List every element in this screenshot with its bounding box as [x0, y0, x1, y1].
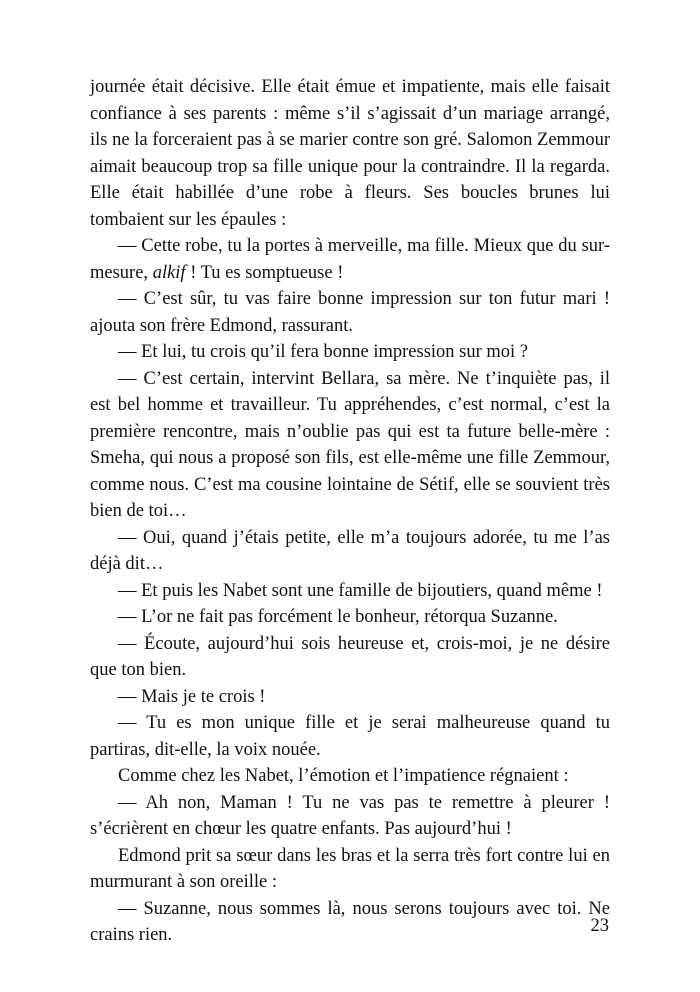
paragraph: — C’est certain, intervint Bellara, sa mère. Ne t’inquiète pas, il est bel homme et travailleur. Tu appréhendes, c’est normal, c’est la première rencontre, mais n’oublie pas qui est ta future belle-mère : Smeha, qui nous a proposé son fils, est elle-même une fille Zemmour, comme nous. C’est ma cousine lointaine de Sétif, elle se souvient très bien de toi… [90, 368, 610, 521]
paragraph: — Et lui, tu crois qu’il fera bonne impression sur moi ? [118, 342, 529, 362]
paragraph: — L’or ne fait pas forcément le bonheur, rétorqua Suzanne. [118, 607, 558, 627]
italic-word: alkif [152, 262, 186, 283]
paragraph-text: — Cette robe, tu la portes à merveille, ma fille. Mieux que du sur-mesure, [90, 236, 610, 283]
paragraph: journée était décisive. Elle était émue et impatiente, mais elle faisait confiance à ses parents : même s’il s’agissait d’un mariage arrangé, ils ne la forceraient pas à se marier contre son gré. Salomon Zemmour aimait beaucoup trop sa fille unique pour la contraindre. Il la regarda. Elle était habillée d’une robe à fleurs. Ses boucles brunes lui tombaient sur les épaules : [90, 77, 610, 230]
page-body-text [90, 74, 610, 949]
paragraph-text: ! Tu es somptueuse ! [185, 262, 344, 283]
paragraph: — Suzanne, nous sommes là, nous serons toujours avec toi. Ne crains rien. [90, 898, 610, 945]
paragraph: — Et puis les Nabet sont une famille de bijoutiers, quand même ! [118, 580, 603, 601]
paragraph: Edmond prit sa sœur dans les bras et la serra très fort contre lui en murmurant à son oreille : [90, 845, 610, 892]
paragraph [90, 233, 610, 286]
paragraph: — C’est sûr, tu vas faire bonne impression sur ton futur mari ! ajouta son frère Edmond, rassurant. [90, 289, 610, 336]
page-number: 23 [590, 916, 609, 936]
paragraph: Comme chez les Nabet, l’émotion et l’impatience régnaient : [118, 766, 569, 786]
paragraph: — Tu es mon unique fille et je serai malheureuse quand tu partiras, dit-elle, la voix nouée. [90, 713, 610, 760]
paragraph: — Ah non, Maman ! Tu ne vas pas te remettre à pleurer ! s’écrièrent en chœur les quatre enfants. Pas aujourd’hui ! [90, 792, 610, 839]
paragraph: — Mais je te crois ! [118, 686, 266, 707]
paragraph: — Oui, quand j’étais petite, elle m’a toujours adorée, tu me l’as déjà dit… [90, 527, 610, 574]
paragraph: — Écoute, aujourd’hui sois heureuse et, crois-moi, je ne désire que ton bien. [90, 633, 610, 680]
